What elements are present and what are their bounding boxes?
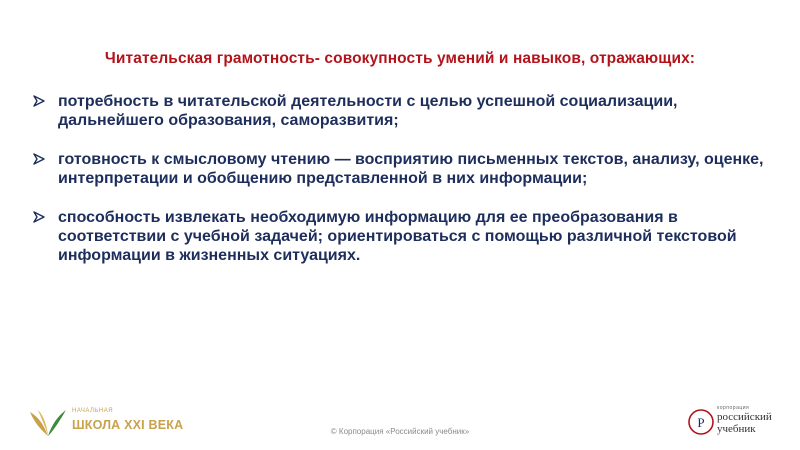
- bullet-text: потребность в читательской деятельности с целью успешной социализации, дальнейшего образования, саморазвития;: [58, 93, 678, 129]
- logo-line-1: российский: [717, 411, 772, 423]
- logo-pre-text: корпорация: [717, 405, 750, 411]
- bullet-text: способность извлекать необходимую информацию для ее преобразования в соответствии с учебной задачей; ориентироваться с помощью различной текстовой информации в жизненных ситуациях.: [58, 209, 737, 264]
- slide-title: Читательская грамотность- совокупность умений и навыков, отражающих:: [104, 50, 696, 67]
- logo-line-2: учебник: [717, 423, 756, 435]
- logo-small-text: НАЧАЛЬНАЯ: [72, 408, 114, 414]
- ru-emblem-icon: [687, 408, 715, 436]
- bullet-item: [30, 208, 770, 265]
- arrow-bullet-icon: [32, 152, 46, 166]
- bullet-list: [30, 92, 770, 285]
- logo-big-text: ШКОЛА XXI ВЕКА: [72, 418, 184, 432]
- russian-textbook-logo: [685, 402, 785, 446]
- arrow-bullet-icon: [32, 210, 46, 224]
- svg-text:Р: Р: [697, 415, 705, 430]
- bullet-text: готовность к смысловому чтению — восприятию письменных текстов, анализу, оценке, интерпретации и обобщению представленной в них информации;: [58, 151, 764, 187]
- logo-name-text: [717, 411, 772, 435]
- bullet-item: [30, 150, 770, 188]
- arrow-bullet-icon: [32, 94, 46, 108]
- bullet-item: [30, 92, 770, 130]
- copyright-text: © Корпорация «Российский учебник»: [330, 427, 470, 436]
